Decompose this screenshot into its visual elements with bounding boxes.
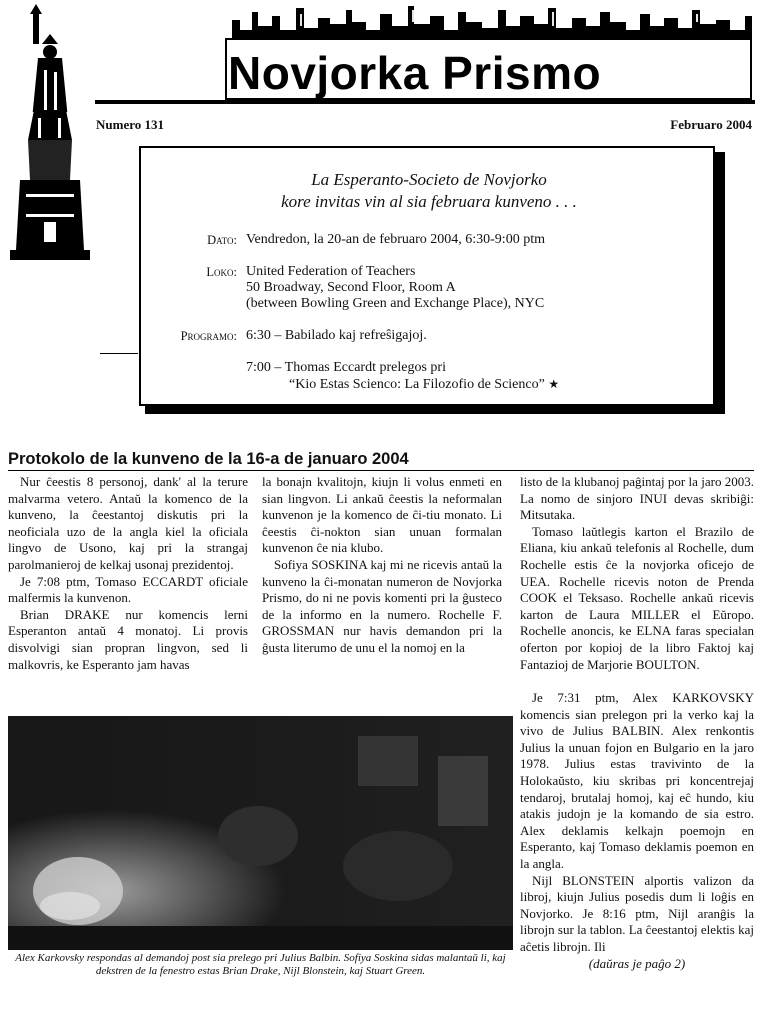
- photo-caption: Alex Karkovsky respondas al demandoj post sia prelego pri Julius Balbin. Sofiya Soskina sidas malantaŭ li, kaj dekstren de la fenestro estas Brian Drake, Nijl Blonstein, kaj Stuart Green.: [15, 952, 506, 977]
- statue-pedestal-icon: [0, 110, 100, 260]
- statue-of-liberty-icon: [14, 4, 86, 112]
- program-label: Programo:: [180, 329, 237, 343]
- article-column-2: [262, 474, 502, 657]
- title-rule: [8, 470, 754, 471]
- issue-number: Numero 131: [96, 117, 165, 132]
- date-label: Dato:: [207, 233, 237, 247]
- paragraph: Je 7:31 ptm, Alex KARKOVSKY komencis sian prelegon pri la verko kaj la vivo de Julius BALBIN. Alex renkontis Julius la unuan fojon en Bulgario en la jaro 1978. Julius estas travivinto de la Holokaŭsto, kiu skribas pri koncentrejaj tendaroj, brutalaj homoj, kaj eĉ hundo, kiu atakis judojn je la komando de sia estro. Alex deklamis kelkajn poemojn en Esperanto, kaj Tomaso deklamis poemon en la angla.: [520, 690, 754, 871]
- invitation-box: [139, 146, 715, 406]
- program-line-2: 7:00 – Thomas Eccardt prelegos pri: [246, 360, 446, 375]
- article-column-3-top: [520, 474, 754, 673]
- paragraph: listo de la klubanoj paĝintaj por la jaro 2003. La nomo de sinjoro INUI devas skribiĝi: Mitsutaka.: [520, 474, 754, 523]
- paragraph: Sofiya SOSKINA kaj mi ne ricevis antaŭ la kunveno la ĉi-monatan numeron de Novjorka Prismo, do ni ne povis komenti pri la ĝusteco de la informo en la numero. Rochelle F. GROSSMAN nur havis demandon pri la ĝusta literumo de unu el la nomoj en la: [262, 556, 502, 655]
- invitation-heading-2: kore invitas vin al sia februara kunveno . . .: [281, 192, 577, 211]
- paragraph: Brian DRAKE nur komencis lerni Esperanton antaŭ 4 monatoj. Li provis disvolvigi sian propran lingvon, sed li malkovris, ke Esperanto jam havas: [8, 606, 248, 672]
- program-talk-title: “Kio Estas Scienco: La Filozofio de Scienco”: [289, 377, 545, 392]
- article-title: Protokolo de la kunveno de la 16-a de januaro 2004: [8, 450, 409, 468]
- article-column-1: [8, 474, 248, 673]
- paragraph: Je 7:08 ptm, Tomaso ECCARDT oficiale malfermis la kunvenon.: [8, 573, 248, 606]
- place-line-1: United Federation of Teachers: [246, 264, 416, 279]
- star-icon: ★: [548, 377, 560, 391]
- issue-date: Februaro 2004: [670, 117, 752, 132]
- program-line-3: [289, 376, 559, 393]
- divider: [100, 353, 138, 354]
- date-value: Vendredon, la 20-an de februaro 2004, 6:30-9:00 ptm: [246, 232, 545, 247]
- paragraph: Tomaso laŭtlegis karton el Brazilo de Eliana, kiu ankaŭ telefonis al Rochelle, dum Rochelle estis ĉe la novjorka oficejo de UEA. Rochelle ricevis noton de Prenda COOK el Teksaso. Rochelle ankaŭ ricevis karton de Laura MILLER el Eŭropo. Rochelle anoncis, ke ELNA faras specialan oferton por kopioj de la libro Faktoj kaj Fantazioj de Marjorie BOULTON.: [520, 523, 754, 672]
- invitation-heading-1: La Esperanto-Societo de Novjorko: [311, 170, 547, 189]
- paragraph: la bonajn kvalitojn, kiujn li volus enmeti en sian lingvon. Li ankaŭ ĉeestis la neformalan kunvenon je la komenco de ĉi-tiu monato. Li ĉeestis ĉi-nokton sian unuan formalan kunvenon ĉe nia klubo.: [262, 474, 502, 556]
- paragraph: Nijl BLONSTEIN alportis valizon da libroj, kiujn Julius posedis dum li loĝis en Novjorko. Je 8:16 ptm, Nijl aranĝis la librojn sur la tablon. La ĉeestantoj elektis kaj aĉetis librojn. Ili: [520, 872, 754, 954]
- place-label: Loko:: [206, 265, 237, 279]
- program-line-1: 6:30 – Babilado kaj refreŝigajoj.: [246, 328, 427, 343]
- place-line-3: (between Bowling Green and Exchange Place), NYC: [246, 296, 545, 311]
- paragraph: Nur ĉeestis 8 personoj, dank' al la terure malvarma vetero. Antaŭ la komenco de la kunveno, la ĉeestantoj diskutis pri la neoficiala uzo de la angla kiel la oficiala lingvo de Usono, kaj pri la strangaj parolmanieroj de kelkaj usonaj prezidentoj.: [8, 474, 248, 572]
- masthead-title: Novjorka Prismo: [228, 47, 602, 99]
- meeting-photo: [8, 716, 513, 950]
- article-column-3-bottom: [520, 690, 754, 972]
- continued-note: (daŭras je paĝo 2): [588, 955, 686, 971]
- place-line-2: 50 Broadway, Second Floor, Room A: [246, 280, 456, 295]
